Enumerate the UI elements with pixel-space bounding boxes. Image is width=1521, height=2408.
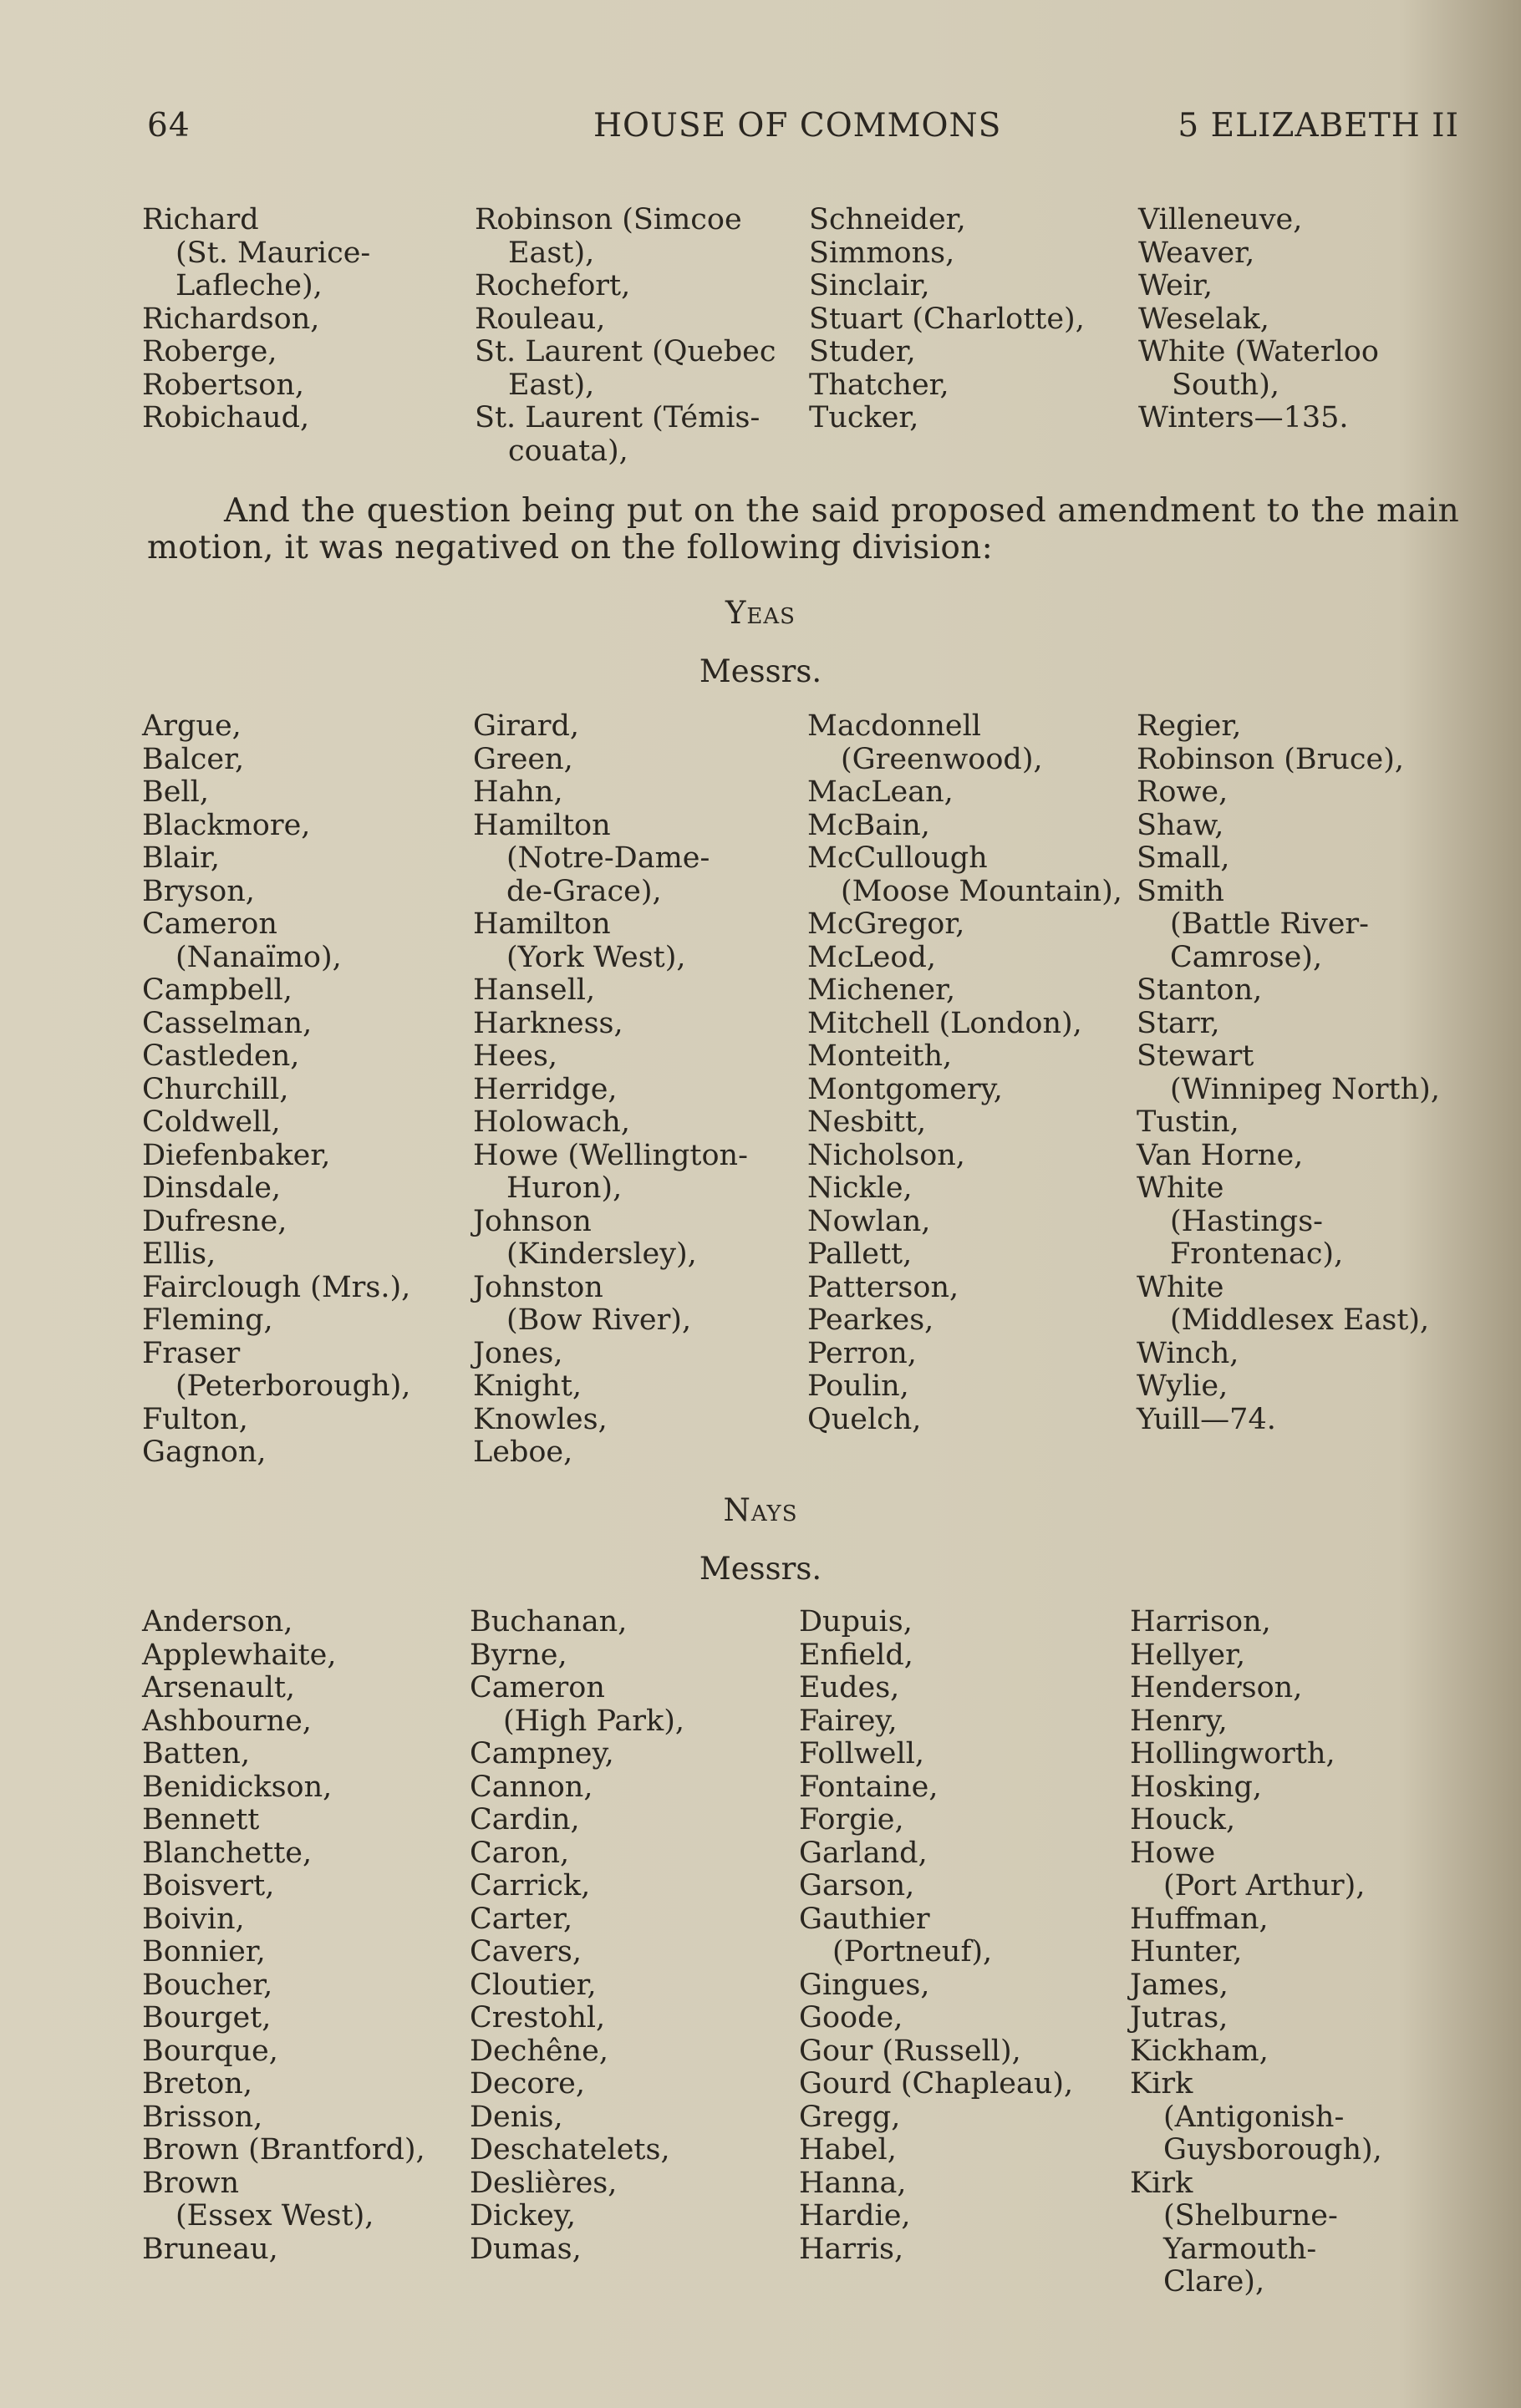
member-name: Hellyer, bbox=[1130, 1638, 1246, 1672]
member-name: Brisson, bbox=[142, 2100, 263, 2134]
member-name: White bbox=[1137, 1171, 1224, 1205]
member-name: Shaw, bbox=[1137, 808, 1224, 842]
member-name: Pearkes, bbox=[807, 1303, 934, 1337]
member-name: Montgomery, bbox=[807, 1072, 1003, 1106]
list-column bbox=[809, 204, 1143, 435]
member-name: Nowlan, bbox=[807, 1204, 931, 1238]
member-name: Roberge, bbox=[142, 335, 277, 368]
member-name-continuation: couata), bbox=[508, 434, 628, 468]
member-name: Poulin, bbox=[807, 1369, 909, 1403]
member-name: Hardie, bbox=[799, 2199, 911, 2233]
member-name: Hollingworth, bbox=[1130, 1737, 1335, 1770]
member-name-continuation: (Winnipeg North), bbox=[1170, 1072, 1440, 1106]
member-name: Kirk bbox=[1130, 2166, 1193, 2200]
member-name: Fairclough (Mrs.), bbox=[142, 1270, 411, 1304]
member-name: Van Horne, bbox=[1137, 1138, 1304, 1172]
member-name-continuation: South), bbox=[1172, 368, 1279, 402]
member-name-continuation: (Antigonish- bbox=[1163, 2100, 1345, 2134]
member-name-continuation: East), bbox=[508, 236, 595, 270]
member-name: Knowles, bbox=[473, 1402, 608, 1436]
member-name: Bryson, bbox=[142, 874, 255, 908]
member-name: Green, bbox=[473, 742, 573, 776]
member-name: Thatcher, bbox=[809, 368, 949, 402]
member-name: White bbox=[1137, 1270, 1224, 1304]
member-name-continuation: Frontenac), bbox=[1170, 1237, 1344, 1271]
list-column bbox=[142, 204, 476, 435]
member-name-continuation: (Kindersley), bbox=[506, 1237, 697, 1271]
member-name: James, bbox=[1130, 1968, 1228, 2002]
member-name: Macdonnell bbox=[807, 709, 981, 743]
member-name-continuation: (Nanaïmo), bbox=[176, 940, 342, 974]
member-name: Arsenault, bbox=[142, 1671, 296, 1704]
member-name-continuation: (Battle River- bbox=[1170, 907, 1369, 941]
member-name: Denis, bbox=[470, 2100, 563, 2134]
member-name: Castleden, bbox=[142, 1039, 300, 1073]
regnal-year: 5 ELIZABETH II bbox=[1178, 107, 1459, 145]
list-column bbox=[142, 710, 476, 1470]
member-name: McGregor, bbox=[807, 907, 965, 941]
member-name: Argue, bbox=[142, 709, 242, 743]
member-name: Brown (Brantford), bbox=[142, 2133, 425, 2167]
member-name: Harkness, bbox=[473, 1006, 623, 1040]
member-name: Starr, bbox=[1137, 1006, 1220, 1040]
member-name: Gauthier bbox=[799, 1902, 930, 1936]
member-name: Schneider, bbox=[809, 203, 966, 236]
member-name: Dufresne, bbox=[142, 1204, 287, 1238]
member-name: Sinclair, bbox=[809, 269, 930, 302]
member-name: Nesbitt, bbox=[807, 1105, 927, 1139]
member-name: Robinson (Simcoe bbox=[475, 203, 742, 236]
member-name: Blackmore, bbox=[142, 808, 311, 842]
member-name: Fleming, bbox=[142, 1303, 273, 1337]
member-name: Yuill—74. bbox=[1137, 1402, 1276, 1436]
member-name: Rouleau, bbox=[475, 302, 606, 336]
member-name: Howe (Wellington- bbox=[473, 1138, 748, 1172]
member-name: Hamilton bbox=[473, 907, 611, 941]
member-name: Jutras, bbox=[1130, 2001, 1228, 2035]
member-name: Applewhaite, bbox=[142, 1638, 337, 1672]
member-name: Bourget, bbox=[142, 2001, 272, 2035]
member-name: Boucher, bbox=[142, 1968, 273, 2002]
member-name: Jones, bbox=[473, 1336, 563, 1370]
member-name: Mitchell (London), bbox=[807, 1006, 1082, 1040]
member-name-continuation: de-Grace), bbox=[506, 874, 662, 908]
member-name: Diefenbaker, bbox=[142, 1138, 331, 1172]
member-name: Bell, bbox=[142, 775, 209, 809]
member-name: Cloutier, bbox=[470, 1968, 597, 2002]
member-name-continuation: East), bbox=[508, 368, 595, 402]
member-name: Quelch, bbox=[807, 1402, 922, 1436]
member-name: Enfield, bbox=[799, 1638, 913, 1672]
member-name: Leboe, bbox=[473, 1435, 573, 1469]
member-name-continuation: (High Park), bbox=[503, 1704, 685, 1738]
member-name-continuation: (Shelburne- bbox=[1163, 2199, 1338, 2233]
member-name: Girard, bbox=[473, 709, 580, 743]
member-name: Balcer, bbox=[142, 742, 245, 776]
member-name: McLeod, bbox=[807, 940, 936, 974]
member-name: Forgie, bbox=[799, 1803, 904, 1836]
member-name: Cameron bbox=[470, 1671, 605, 1704]
member-name: Fairey, bbox=[799, 1704, 898, 1738]
member-name: Richardson, bbox=[142, 302, 320, 336]
member-name: Perron, bbox=[807, 1336, 917, 1370]
member-name: Howe bbox=[1130, 1836, 1216, 1870]
member-name-continuation: (Bow River), bbox=[506, 1303, 692, 1337]
member-name: Breton, bbox=[142, 2067, 252, 2101]
member-name: Anderson, bbox=[142, 1605, 293, 1638]
member-name: Michener, bbox=[807, 973, 956, 1007]
member-name: Bourque, bbox=[142, 2034, 278, 2068]
member-name: Campney, bbox=[470, 1737, 614, 1770]
member-name: Buchanan, bbox=[470, 1605, 628, 1638]
list-column bbox=[799, 1606, 1133, 2266]
member-name: Deslières, bbox=[470, 2166, 618, 2200]
member-name: Carrick, bbox=[470, 1869, 591, 1903]
member-name: Cardin, bbox=[470, 1803, 580, 1836]
member-name: Dupuis, bbox=[799, 1605, 913, 1638]
member-name: Gourd (Chapleau), bbox=[799, 2067, 1074, 2101]
member-name: Nickle, bbox=[807, 1171, 913, 1205]
member-name-continuation: Lafleche), bbox=[176, 269, 323, 302]
member-name: Fraser bbox=[142, 1336, 241, 1370]
member-name: Rowe, bbox=[1137, 775, 1228, 809]
member-name: White (Waterloo bbox=[1138, 335, 1379, 368]
member-name: Dinsdale, bbox=[142, 1171, 282, 1205]
member-name-continuation: (Peterborough), bbox=[176, 1369, 411, 1403]
member-name: Weir, bbox=[1138, 269, 1213, 302]
member-name: Hosking, bbox=[1130, 1770, 1263, 1804]
member-name: Winch, bbox=[1137, 1336, 1239, 1370]
member-name: Goode, bbox=[799, 2001, 903, 2035]
member-name-continuation: (Portneuf), bbox=[832, 1935, 993, 1969]
member-name: Pallett, bbox=[807, 1237, 913, 1271]
member-name: Harrison, bbox=[1130, 1605, 1271, 1638]
member-name: Villeneuve, bbox=[1138, 203, 1303, 236]
paragraph-text: And the question being put on the said proposed amendment to the main motion, it was negatived on the following division: bbox=[147, 492, 1459, 566]
member-name-continuation: (York West), bbox=[506, 940, 686, 974]
member-name: Cameron bbox=[142, 907, 277, 941]
member-name: Rochefort, bbox=[475, 269, 631, 302]
division-paragraph bbox=[147, 493, 1459, 566]
list-column bbox=[475, 204, 809, 468]
member-name: St. Laurent (Quebec bbox=[475, 335, 776, 368]
member-name: Houck, bbox=[1130, 1803, 1236, 1836]
member-name: Garland, bbox=[799, 1836, 928, 1870]
member-name-continuation: (Port Arthur), bbox=[1163, 1869, 1366, 1903]
member-name: Cavers, bbox=[470, 1935, 582, 1969]
member-name: Hamilton bbox=[473, 808, 611, 842]
member-name: Follwell, bbox=[799, 1737, 925, 1770]
member-name: Regier, bbox=[1137, 709, 1242, 743]
member-name: Nicholson, bbox=[807, 1138, 965, 1172]
member-name: Patterson, bbox=[807, 1270, 959, 1304]
member-name: Small, bbox=[1137, 841, 1230, 875]
member-name: Byrne, bbox=[470, 1638, 567, 1672]
page-number: 64 bbox=[147, 107, 191, 145]
member-name-continuation: (St. Maurice- bbox=[176, 236, 371, 270]
member-name: Boisvert, bbox=[142, 1869, 275, 1903]
member-name: Dumas, bbox=[470, 2232, 582, 2266]
member-name: Harris, bbox=[799, 2232, 904, 2266]
member-name: Campbell, bbox=[142, 973, 292, 1007]
nays-heading: Nays bbox=[723, 1492, 798, 1528]
member-name: Crestohl, bbox=[470, 2001, 606, 2035]
member-name: Monteith, bbox=[807, 1039, 953, 1073]
member-name: Richard bbox=[142, 203, 259, 236]
member-name: Decore, bbox=[470, 2067, 586, 2101]
member-name: Blanchette, bbox=[142, 1836, 313, 1870]
member-name: Cannon, bbox=[470, 1770, 593, 1804]
list-column bbox=[473, 710, 807, 1470]
list-column bbox=[470, 1606, 804, 2266]
list-column bbox=[142, 1606, 476, 2266]
member-name: Robichaud, bbox=[142, 401, 310, 434]
list-column bbox=[1130, 1606, 1464, 2299]
page-header bbox=[147, 107, 1459, 149]
member-name-continuation: Huron), bbox=[506, 1171, 623, 1205]
member-name-continuation: Yarmouth- bbox=[1163, 2232, 1317, 2266]
member-name-continuation: (Hastings- bbox=[1170, 1204, 1323, 1238]
member-name: McBain, bbox=[807, 808, 930, 842]
member-name: Tucker, bbox=[809, 401, 919, 434]
member-name: Gregg, bbox=[799, 2100, 901, 2134]
member-name: Simmons, bbox=[809, 236, 955, 270]
member-name: St. Laurent (Témis- bbox=[475, 401, 760, 434]
member-name: Herridge, bbox=[473, 1072, 618, 1106]
member-name: Stanton, bbox=[1137, 973, 1263, 1007]
member-name: Boivin, bbox=[142, 1902, 245, 1936]
member-name: Kickham, bbox=[1130, 2034, 1269, 2068]
member-name: Knight, bbox=[473, 1369, 582, 1403]
member-name: Ellis, bbox=[142, 1237, 216, 1271]
member-name: Hansell, bbox=[473, 973, 596, 1007]
member-name: Eudes, bbox=[799, 1671, 900, 1704]
member-name: Studer, bbox=[809, 335, 916, 368]
member-name: Huffman, bbox=[1130, 1902, 1269, 1936]
member-name: Stuart (Charlotte), bbox=[809, 302, 1085, 336]
member-name-continuation: Camrose), bbox=[1170, 940, 1323, 974]
member-name-continuation: (Moose Mountain), bbox=[841, 874, 1122, 908]
member-name: Kirk bbox=[1130, 2067, 1193, 2101]
member-name: Bennett bbox=[142, 1803, 260, 1836]
member-name: McCullough bbox=[807, 841, 988, 875]
member-name: Garson, bbox=[799, 1869, 915, 1903]
member-name: Deschatelets, bbox=[470, 2133, 670, 2167]
member-name: Habel, bbox=[799, 2133, 897, 2167]
member-name: Brown bbox=[142, 2166, 240, 2200]
member-name: Churchill, bbox=[142, 1072, 289, 1106]
member-name-continuation: (Essex West), bbox=[176, 2199, 374, 2233]
member-name-continuation: Guysborough), bbox=[1163, 2133, 1382, 2167]
member-name: Hahn, bbox=[473, 775, 563, 809]
member-name: Bruneau, bbox=[142, 2232, 278, 2266]
member-name: Carter, bbox=[470, 1902, 573, 1936]
member-name: Fulton, bbox=[142, 1402, 248, 1436]
member-name: Johnson bbox=[473, 1204, 592, 1238]
list-column bbox=[1137, 710, 1471, 1436]
member-name-continuation: Clare), bbox=[1163, 2265, 1265, 2299]
member-name: Dickey, bbox=[470, 2199, 577, 2233]
member-name: Gingues, bbox=[799, 1968, 930, 2002]
member-name: Smith bbox=[1137, 874, 1224, 908]
member-name: Ashbourne, bbox=[142, 1704, 312, 1738]
member-name: Hunter, bbox=[1130, 1935, 1243, 1969]
member-name: Robertson, bbox=[142, 368, 305, 402]
member-name: Hees, bbox=[473, 1039, 558, 1073]
member-name: Winters—135. bbox=[1138, 401, 1349, 434]
member-name: Fontaine, bbox=[799, 1770, 939, 1804]
member-name: MacLean, bbox=[807, 775, 954, 809]
nays-messrs: Messrs. bbox=[699, 1551, 822, 1587]
member-name: Coldwell, bbox=[142, 1105, 281, 1139]
member-name: Gagnon, bbox=[142, 1435, 267, 1469]
running-title: HOUSE OF COMMONS bbox=[593, 107, 1002, 145]
member-name: Holowach, bbox=[473, 1105, 630, 1139]
member-name: Bonnier, bbox=[142, 1935, 266, 1969]
member-name: Weselak, bbox=[1138, 302, 1269, 336]
member-name: Tustin, bbox=[1137, 1105, 1239, 1139]
member-name-continuation: (Middlesex East), bbox=[1170, 1303, 1430, 1337]
member-name: Blair, bbox=[142, 841, 220, 875]
member-name: Gour (Russell), bbox=[799, 2034, 1021, 2068]
member-name: Casselman, bbox=[142, 1006, 313, 1040]
member-name: Robinson (Bruce), bbox=[1137, 742, 1405, 776]
member-name: Henderson, bbox=[1130, 1671, 1303, 1704]
yeas-messrs: Messrs. bbox=[699, 653, 822, 689]
member-name-continuation: (Greenwood), bbox=[841, 742, 1043, 776]
member-name: Batten, bbox=[142, 1737, 251, 1770]
member-name: Weaver, bbox=[1138, 236, 1255, 270]
list-column bbox=[807, 710, 1142, 1436]
member-name: Caron, bbox=[470, 1836, 570, 1870]
member-name: Dechêne, bbox=[470, 2034, 609, 2068]
member-name-continuation: (Notre-Dame- bbox=[506, 841, 710, 875]
member-name: Johnston bbox=[473, 1270, 603, 1304]
yeas-heading: Yeas bbox=[725, 595, 796, 631]
member-name: Benidickson, bbox=[142, 1770, 333, 1804]
member-name: Wylie, bbox=[1137, 1369, 1228, 1403]
list-column bbox=[1138, 204, 1473, 435]
member-name: Stewart bbox=[1137, 1039, 1254, 1073]
member-name: Hanna, bbox=[799, 2166, 907, 2200]
member-name: Henry, bbox=[1130, 1704, 1228, 1738]
